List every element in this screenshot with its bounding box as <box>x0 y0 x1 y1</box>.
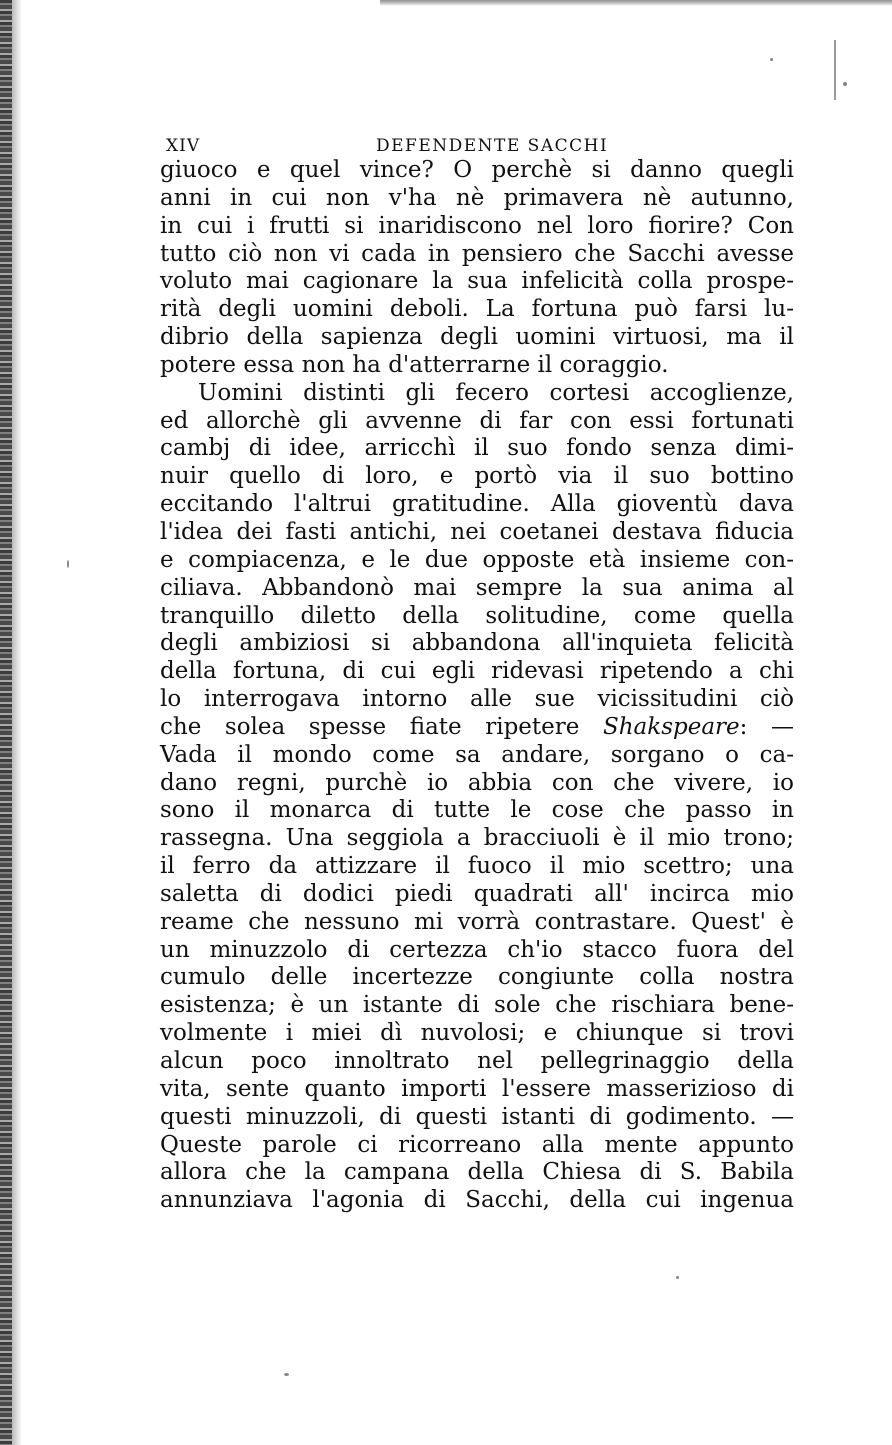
text-line: un minuzzolo di certezza ch'io stacco fuora del <box>160 936 794 963</box>
quote-author: Shakspeare <box>602 713 740 740</box>
text-line: rità degli uomini deboli. La fortuna può farsi lu- <box>160 296 794 323</box>
text-line: della fortuna, di cui egli ridevasi ripetendo a chi <box>160 658 794 685</box>
text-line: ed allorchè gli avvenne di far con essi fortunati <box>160 407 794 434</box>
text-line: anni in cui non v'ha nè primavera nè autunno, <box>160 184 794 211</box>
text-line: reame che nessuno mi vorrà contrastare. Quest' è <box>160 908 794 935</box>
text-line-lead: che solea spesse fiate ripetere <box>160 713 580 740</box>
body-text <box>160 157 794 1215</box>
text-line: eccitando l'altrui gratitudine. Alla gioventù dava <box>160 491 794 518</box>
scan-speck <box>770 58 773 61</box>
text-line: Vada il mondo come sa andare, sorgano o ca- <box>160 741 794 768</box>
text-line: saletta di dodici piedi quadrati all' incirca mio <box>160 880 794 907</box>
page-number: XIV <box>166 136 201 156</box>
text-line: in cui i frutti si inaridiscono nel loro fiorire? Con <box>160 212 794 239</box>
text-line: ciliava. Abbandonò mai sempre la sua anima al <box>160 574 794 601</box>
text-line: tranquillo diletto della solitudine, come quella <box>160 602 794 629</box>
text-line: Queste parole ci ricorreano alla mente appunto <box>160 1131 794 1158</box>
text-line: tutto ciò non vi cada in pensiero che Sacchi avesse <box>160 240 794 267</box>
scan-speck <box>843 82 847 86</box>
text-line: rassegna. Una seggiola a bracciuoli è il mio trono; <box>160 825 794 852</box>
scan-binding-edge <box>0 0 12 1445</box>
text-line: il ferro da attizzare il fuoco il mio scettro; una <box>160 853 794 880</box>
text-line: voluto mai cagionare la sua infelicità colla prospe- <box>160 268 794 295</box>
text-line: cambj di idee, arricchì il suo fondo senza dimi- <box>160 435 794 462</box>
text-line: sono il monarca di tutte le cose che passo in <box>160 797 794 824</box>
text-line: degli ambiziosi si abbandona all'inquieta felicità <box>160 630 794 657</box>
text-line: esistenza; è un istante di sole che rischiara bene- <box>160 992 794 1019</box>
scan-speck <box>676 1276 679 1279</box>
paragraph <box>160 380 794 1215</box>
text-line: lo interrogava intorno alle sue vicissitudini ciò <box>160 686 794 713</box>
running-title: DEFENDENTE SACCHI <box>376 136 609 156</box>
scan-gutter-shadow <box>12 0 22 1445</box>
text-line: dano regni, purchè io abbia con che vivere, io <box>160 769 794 796</box>
text-line: dibrio della sapienza degli uomini virtuosi, ma il <box>160 324 794 351</box>
text-line: Uomini distinti gli fecero cortesi accoglienze, <box>198 379 794 406</box>
text-line: volmente i miei dì nuvolosi; e chiunque si trovi <box>160 1020 794 1047</box>
text-line-with-quote-author <box>160 714 794 742</box>
text-line: vita, sente quanto importi l'essere masserizioso di <box>160 1075 794 1102</box>
text-line: e compiacenza, e le due opposte età insieme con- <box>160 546 794 573</box>
text-line: alcun poco innoltrato nel pellegrinaggio della <box>160 1048 794 1074</box>
text-line: annunziava l'agonia di Sacchi, della cui ingenua <box>160 1187 794 1214</box>
text-line: giuoco e quel vince? O perchè si danno quegli <box>160 157 794 183</box>
paragraph <box>160 157 794 380</box>
text-line: potere essa non ha d'atterrarne il coraggio. <box>160 351 669 378</box>
scan-speck <box>67 560 69 568</box>
text-line: cumulo delle incertezze congiunte colla nostra <box>160 964 794 991</box>
text-line: allora che la campana della Chiesa di S. Babila <box>160 1159 794 1186</box>
text-line: l'idea dei fasti antichi, nei coetanei destava fiducia <box>160 518 794 545</box>
quote-suffix: : — <box>739 713 795 740</box>
text-line: nuir quello di loro, e portò via il suo bottino <box>160 463 794 490</box>
scan-mark <box>834 40 836 100</box>
text-line: questi minuzzoli, di questi istanti di godimento. — <box>160 1103 794 1130</box>
scan-speck <box>284 1373 289 1376</box>
scan-top-edge <box>380 0 892 6</box>
